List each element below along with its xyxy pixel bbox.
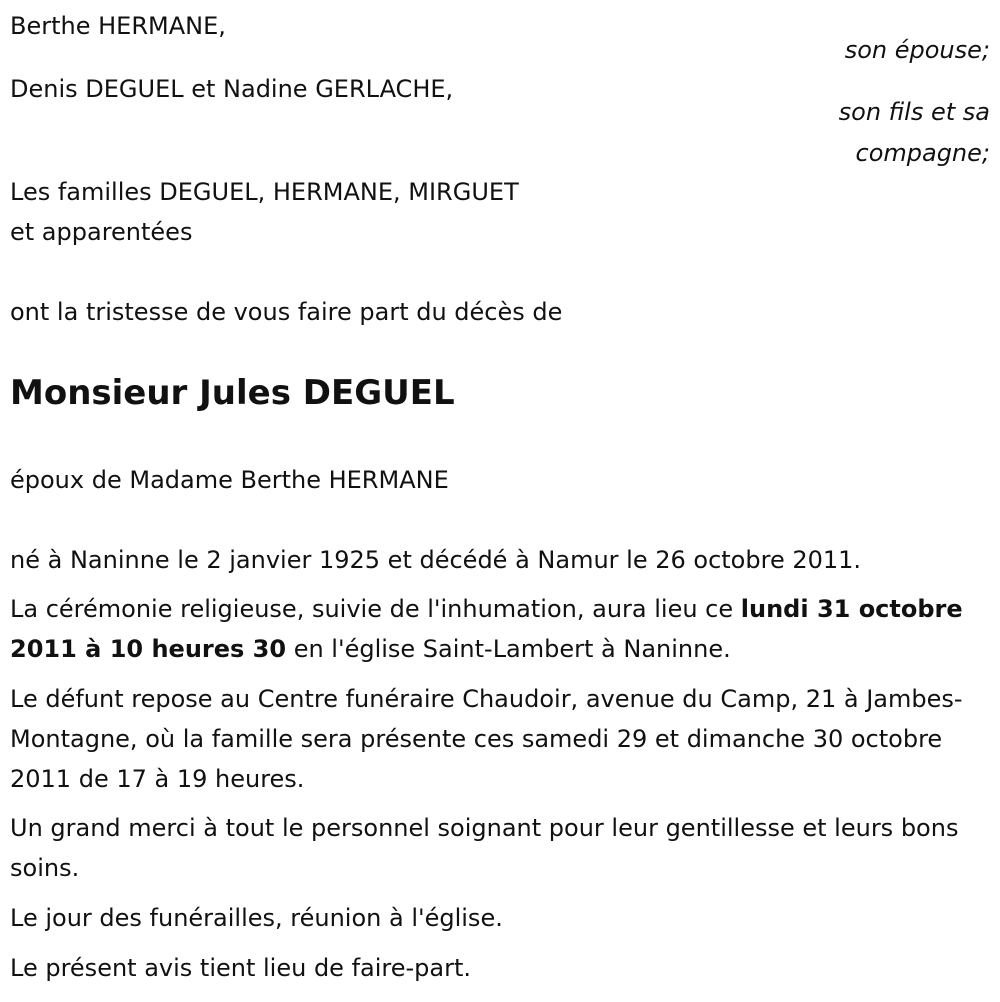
ceremony-text-1: La cérémonie religieuse, suivie de l'inhumation, aura lieu ce — [10, 595, 741, 623]
birth-death-text: né à Naninne le 2 janvier 1925 et décédé à Namur le 26 octobre 2011. — [10, 546, 862, 574]
ceremony-paragraph — [10, 589, 970, 669]
spouse-role: son épouse; — [844, 36, 990, 64]
obituary-document — [10, 0, 990, 1002]
spouse-name: Berthe HERMANE, — [10, 12, 226, 40]
ceremony-text-2: en l'église Saint-Lambert à Naninne. — [286, 635, 731, 663]
meeting-text: Le jour des funérailles, réunion à l'église. — [10, 904, 503, 932]
families-line1: Les familles DEGUEL, HERMANE, MIRGUET — [10, 178, 519, 206]
families-line2: et apparentées — [10, 218, 193, 246]
son-role-line2: compagne; — [855, 139, 990, 167]
deceased-name: Monsieur Jules DEGUEL — [10, 373, 455, 413]
ceremony-datetime: lundi 31 octobre 2011 à 10 heures 30 — [10, 595, 963, 663]
son-names: Denis DEGUEL et Nadine GERLACHE, — [10, 75, 454, 103]
son-role-line1: son fils et sa — [838, 98, 990, 126]
rest-paragraph: Le défunt repose au Centre funéraire Chaudoir, avenue du Camp, 21 à Jambes-Montagne, où la famille sera présente ces samedi 29 et dimanche 30 octobre 2011 de 17 à 19 heures. — [10, 685, 963, 793]
notice-text: Le présent avis tient lieu de faire-part. — [10, 954, 472, 982]
thanks-paragraph: Un grand merci à tout le personnel soignant pour leur gentillesse et leurs bons soins. — [10, 814, 959, 882]
announcement-text: ont la tristesse de vous faire part du décès de — [10, 298, 563, 326]
spouse-of-text: époux de Madame Berthe HERMANE — [10, 466, 449, 494]
